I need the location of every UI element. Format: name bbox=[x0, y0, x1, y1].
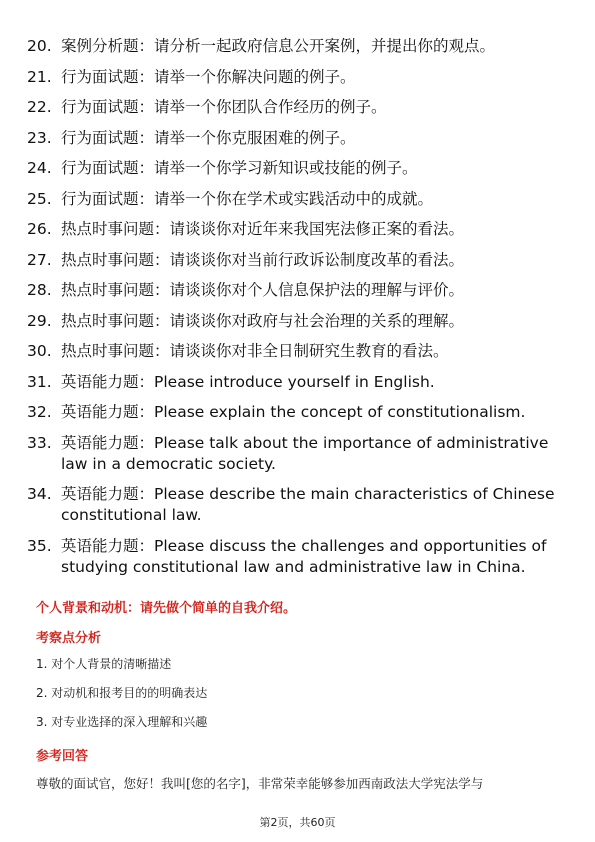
question-text: 行为面试题：请举一个你团队合作经历的例子。 bbox=[61, 98, 387, 116]
question-item bbox=[0, 97, 595, 118]
question-item bbox=[0, 402, 595, 423]
question-text: 英语能力题：Please describe the main characteristics of Chinese constitutional law. bbox=[61, 485, 555, 524]
question-list bbox=[0, 36, 595, 587]
question-number: 31. bbox=[27, 372, 52, 391]
question-text: 热点时事问题：请谈谈你对近年来我国宪法修正案的看法。 bbox=[61, 220, 465, 238]
question-item bbox=[0, 280, 595, 301]
question-text: 英语能力题：Please talk about the importance of administrative law in a democratic society. bbox=[61, 433, 549, 473]
analysis-point: 2. 对动机和报考目的的明确表达 bbox=[36, 686, 208, 700]
question-text: 热点时事问题：请谈谈你对个人信息保护法的理解与评价。 bbox=[61, 281, 465, 299]
question-text: 行为面试题：请举一个你学习新知识或技能的例子。 bbox=[61, 159, 418, 177]
section-title: 个人背景和动机：请先做个简单的自我介绍。 bbox=[36, 601, 297, 616]
question-text: 热点时事问题：请谈谈你对非全日制研究生教育的看法。 bbox=[61, 342, 449, 360]
analysis-point: 3. 对专业选择的深入理解和兴趣 bbox=[36, 715, 208, 729]
question-text: 热点时事问题：请谈谈你对政府与社会治理的关系的理解。 bbox=[61, 311, 465, 330]
question-item bbox=[0, 311, 595, 332]
question-number: 26. bbox=[27, 220, 52, 238]
question-item bbox=[0, 372, 595, 393]
answer-text: 尊敬的面试官，您好！我叫[您的名字]，非常荣幸能够参加西南政法大学宪法学与 bbox=[36, 776, 484, 791]
question-number: 28. bbox=[27, 281, 52, 299]
question-number: 27. bbox=[27, 250, 52, 269]
question-number: 35. bbox=[27, 536, 52, 555]
question-number: 29. bbox=[27, 311, 52, 330]
page-footer: 第2页，共60页 bbox=[259, 816, 336, 829]
question-number: 30. bbox=[27, 342, 52, 360]
question-text: 行为面试题：请举一个你解决问题的例子。 bbox=[61, 67, 356, 86]
question-item bbox=[0, 189, 595, 210]
question-number: 34. bbox=[27, 485, 52, 503]
question-item bbox=[0, 36, 595, 57]
question-text: 案例分析题：请分析一起政府信息公开案例，并提出你的观点。 bbox=[61, 37, 496, 55]
question-number: 22. bbox=[27, 98, 52, 116]
question-item bbox=[0, 484, 595, 526]
question-text: 热点时事问题：请谈谈你对当前行政诉讼制度改革的看法。 bbox=[61, 250, 465, 269]
question-number: 32. bbox=[27, 403, 52, 421]
question-number: 24. bbox=[27, 159, 52, 177]
question-item bbox=[0, 341, 595, 362]
question-item bbox=[0, 67, 595, 88]
question-number: 21. bbox=[27, 67, 52, 86]
answer-heading: 参考回答 bbox=[36, 749, 89, 764]
question-number: 20. bbox=[27, 37, 52, 55]
analysis-heading: 考察点分析 bbox=[36, 631, 102, 646]
question-text: 行为面试题：请举一个你在学术或实践活动中的成就。 bbox=[61, 189, 434, 208]
analysis-point: 1. 对个人背景的清晰描述 bbox=[36, 657, 172, 671]
question-text: 英语能力题：Please explain the concept of constitutionalism. bbox=[61, 403, 526, 421]
question-number: 33. bbox=[27, 433, 52, 452]
question-number: 25. bbox=[27, 189, 52, 208]
question-item bbox=[0, 219, 595, 240]
question-item bbox=[0, 158, 595, 179]
question-item bbox=[0, 250, 595, 271]
question-text: 行为面试题：请举一个你克服困难的例子。 bbox=[61, 128, 356, 147]
question-text: 英语能力题：Please discuss the challenges and opportunities of studying constitutional law and administrative law in China. bbox=[61, 536, 547, 576]
question-text: 英语能力题：Please introduce yourself in English. bbox=[61, 372, 435, 391]
question-item bbox=[0, 128, 595, 149]
question-item bbox=[0, 536, 595, 578]
question-item bbox=[0, 433, 595, 475]
question-number: 23. bbox=[27, 128, 52, 147]
